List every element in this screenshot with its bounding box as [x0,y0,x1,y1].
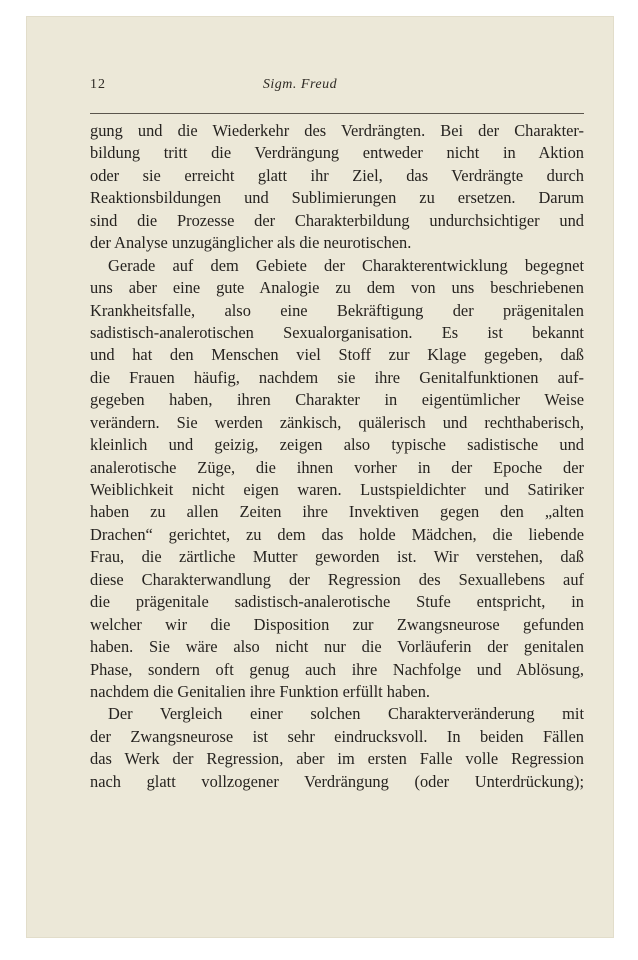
text-line: sadistisch-analerotischen Sexualorganisation. Es ist bekannt [90,322,584,342]
text-line: der Analyse unzugänglicher als die neurotischen. [90,233,412,253]
text-line: uns aber eine gute Analogie zu dem von uns beschriebenen [90,278,584,298]
text-line: gung und die Wiederkehr des Verdrängten. Bei der Charakter- [90,121,584,140]
text-line: haben zu allen Zeiten ihre Invektiven gegen den „alten [90,502,584,522]
page-number: 12 [90,77,106,92]
text-line: das Werk der Regression, aber im ersten Falle volle Regression [90,749,584,769]
text-line: der Zwangsneurose ist sehr eindrucksvoll. In beiden Fällen [90,726,584,746]
text-line: sind die Prozesse der Charakterbildung undurchsichtiger und [90,210,584,230]
text-line: kleinlich und geizig, zeigen also typische sadistische und [90,435,584,455]
page-header [90,77,510,97]
text-line: Gerade auf dem Gebiete der Charakterentwicklung begegnet [108,255,584,275]
text-line: Weiblichkeit nicht eigen waren. Lustspieldichter und Satiriker [90,480,584,499]
body-text [90,120,584,793]
text-line: Drachen“ gerichtet, zu dem das holde Mädchen, die liebende [90,524,584,544]
text-line: Krankheitsfalle, also eine Bekräftigung der prägenitalen [90,300,584,320]
text-line: diese Charakterwandlung der Regression des Sexuallebens auf [90,569,584,589]
text-line: Phase, sondern oft genug auch ihre Nachfolge und Ablösung, [90,659,584,679]
text-line: nachdem die Genitalien ihre Funktion erfüllt haben. [90,681,431,701]
text-line: haben. Sie wäre also nicht nur die Vorläuferin der genitalen [90,637,584,657]
text-line: und hat den Menschen viel Stoff zur Klage gegeben, daß [90,345,584,365]
text-line: nach glatt vollzogener Verdrängung (oder Unterdrückung); [90,771,584,791]
text-line: bildung tritt die Verdrängung entweder nicht in Aktion [90,143,584,163]
text-line: verändern. Sie werden zänkisch, quälerisch und rechthaberisch, [90,412,584,432]
header-rule [90,113,584,114]
text-line: gegeben haben, ihren Charakter in eigentümlicher Weise [90,390,584,410]
text-line: Reaktionsbildungen und Sublimierungen zu ersetzen. Darum [90,188,584,208]
text-line: welcher wir die Disposition zur Zwangsneurose gefunden [90,614,584,634]
running-head: Sigm. Freud [262,77,338,92]
text-line: analerotische Züge, die ihnen vorher in der Epoche der [90,457,584,477]
text-line: die prägenitale sadistisch-analerotische Stufe entspricht, in [90,592,584,612]
text-line: oder sie erreicht glatt ihr Ziel, das Verdrängte durch [90,165,584,185]
text-line: Frau, die zärtliche Mutter geworden ist. Wir verstehen, daß [90,547,584,567]
text-line: die Frauen häufig, nachdem sie ihre Genitalfunktionen auf- [90,367,584,387]
text-line: Der Vergleich einer solchen Charakterveränderung mit [108,704,584,724]
